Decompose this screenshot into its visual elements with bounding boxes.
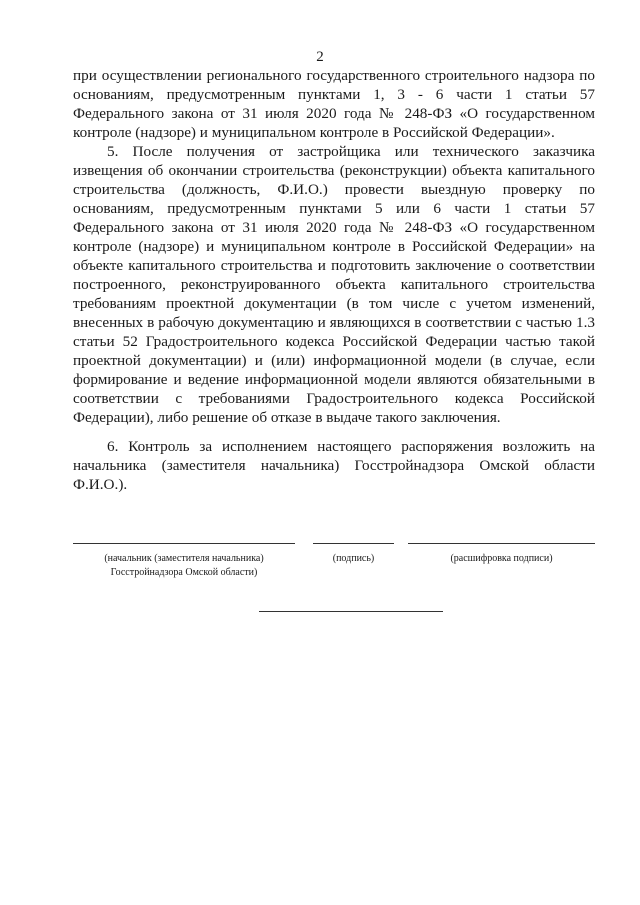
page-number: 2	[316, 49, 324, 65]
position-caption	[73, 552, 295, 580]
paragraph-item-6: 6. Контроль за исполнением настоящего распоряжения возложить на начальника (заместителя начальника) Госстройнадзора Омской области Ф.И.О.).	[73, 438, 595, 493]
position-caption-line2: Госстройнадзора Омской области)	[110, 567, 258, 578]
decoding-caption: (расшифровка подписи)	[450, 553, 553, 564]
end-of-document-line	[259, 611, 443, 612]
decoding-signature-line	[408, 543, 595, 544]
position-signature-line	[73, 543, 295, 544]
paragraph-item-5: 5. После получения от застройщика или технического заказчика извещения об окончании строительства (реконструкции) объекта капитального строительства (должность, Ф.И.О.) провести выездную проверку по основаниям, предусмотренным пунктами 5 или 6 части 1 статьи 57 Федерального закона от 31 июля 2020 года № 248-ФЗ «О государственном контроле (надзоре) и муниципальном контроле в Российской Федерации» на объекте капитального строительства и подготовить заключение о соответствии построенного, реконструированного объекта капитального строительства требованиям проектной документации (в том числе с учетом изменений, внесенных в рабочую документацию и являющихся в соответствии с частью 1.3 статьи 52 Градостроительного кодекса Российской Федерации частью такой проектной документации) и (или) информационной модели (в случае, если формирование и ведение информационной модели являются обязательными в соответствии с требованиями Градостроительного кодекса Российской Федерации), либо решение об отказе в выдаче такого заключения.	[73, 143, 595, 426]
position-caption-line1: (начальник (заместителя начальника)	[104, 553, 264, 564]
paragraph-continuation: при осуществлении регионального государственного строительного надзора по основаниям, предусмотренным пунктами 1, 3 - 6 части 1 статьи 57 Федерального закона от 31 июля 2020 года № 248-ФЗ «О государственном контроле (надзоре) и муниципальном контроле в Российской Федерации».	[73, 67, 595, 141]
document-body	[73, 66, 595, 494]
signature-line	[313, 543, 394, 544]
signature-caption: (подпись)	[332, 553, 375, 564]
